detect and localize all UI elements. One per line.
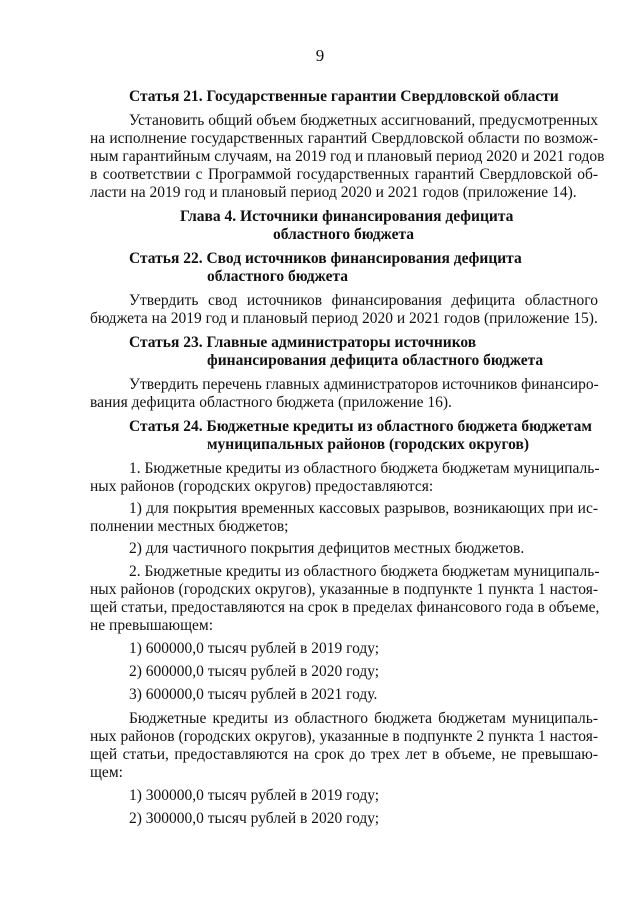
- article-22-text-line: Утвердить свод источников финансирования дефицита областного: [129, 292, 598, 309]
- article-23-text-line: Утвердить перечень главных администраторов источников финансиро-: [129, 376, 599, 393]
- article-24-paragraph-line: не превышающем:: [90, 617, 214, 634]
- article-21-text-line: на исполнение государственных гарантий Свердловской области по возмож-: [90, 130, 598, 147]
- list-item: 3) 600000,0 тысяч рублей в 2021 году.: [129, 686, 378, 703]
- page-number: 9: [315, 46, 325, 65]
- article-24-title: муниципальных районов (городских округов): [207, 436, 530, 453]
- list-item: 2) для частичного покрытия дефицитов местных бюджетов.: [129, 540, 525, 557]
- article-21-text-line: Установить общий объем бюджетных ассигнований, предусмотренных: [129, 112, 599, 129]
- article-24-paragraph-line: щей статьи, предоставляются на срок в пределах финансового года в объеме,: [90, 599, 600, 616]
- list-item: 1) 600000,0 тысяч рублей в 2019 году;: [129, 640, 380, 657]
- article-24-paragraph-line: ных районов (городских округов) предоставляются:: [90, 478, 434, 495]
- article-24-paragraph-line: ных районов (городских округов), указанные в подпункте 1 пункта 1 настоя-: [90, 581, 598, 598]
- article-23-title: финансирования дефицита областного бюджета: [207, 352, 544, 369]
- list-item: 1) 300000,0 тысяч рублей в 2019 году;: [129, 787, 380, 804]
- article-21-text-line: ным гарантийным случаям, на 2019 год и плановый период 2020 и 2021 годов: [90, 148, 605, 165]
- article-24-paragraph-line: Бюджетные кредиты из областного бюджета бюджетам муниципаль-: [129, 710, 598, 727]
- article-24-paragraph-line: щем:: [90, 764, 123, 781]
- article-24-paragraph-line: 1. Бюджетные кредиты из областного бюджета бюджетам муниципаль-: [129, 460, 600, 477]
- list-item: 1) для покрытия временных кассовых разрывов, возникающих при ис-: [129, 500, 598, 517]
- article-24-title: Статья 24. Бюджетные кредиты из областного бюджета бюджетам: [129, 418, 592, 435]
- article-21-text-line: ласти на 2019 год и плановый период 2020 и 2021 годов (приложение 14).: [90, 184, 577, 201]
- article-22-title: Статья 22. Свод источников финансирования дефицита: [129, 250, 522, 267]
- article-21-text-line: в соответствии с Программой государственных гарантий Свердловской об-: [90, 166, 598, 183]
- article-23-text-line: вания дефицита областного бюджета (приложение 16).: [90, 394, 452, 411]
- article-24-paragraph-line: щей статьи, предоставляются на срок до трех лет в объеме, не превышаю-: [90, 746, 598, 763]
- list-item: 2) 600000,0 тысяч рублей в 2020 году;: [129, 663, 380, 680]
- article-22-title: областного бюджета: [207, 268, 349, 285]
- list-item: 2) 300000,0 тысяч рублей в 2020 году;: [129, 810, 380, 827]
- article-22-text-line: бюджета на 2019 год и плановый период 2020 и 2021 годов (приложение 15).: [90, 310, 598, 327]
- list-item: полнении местных бюджетов;: [90, 518, 289, 535]
- chapter-4-title: Глава 4. Источники финансирования дефицита: [180, 208, 514, 225]
- article-21-title: Статья 21. Государственные гарантии Свердловской области: [129, 88, 559, 105]
- article-23-title: Статья 23. Главные администраторы источников: [129, 334, 477, 351]
- article-24-paragraph-line: ных районов (городских округов), указанные в подпункте 2 пункта 1 настоя-: [90, 728, 598, 745]
- article-24-paragraph-line: 2. Бюджетные кредиты из областного бюджета бюджетам муниципаль-: [129, 563, 600, 580]
- chapter-4-title: областного бюджета: [273, 226, 415, 243]
